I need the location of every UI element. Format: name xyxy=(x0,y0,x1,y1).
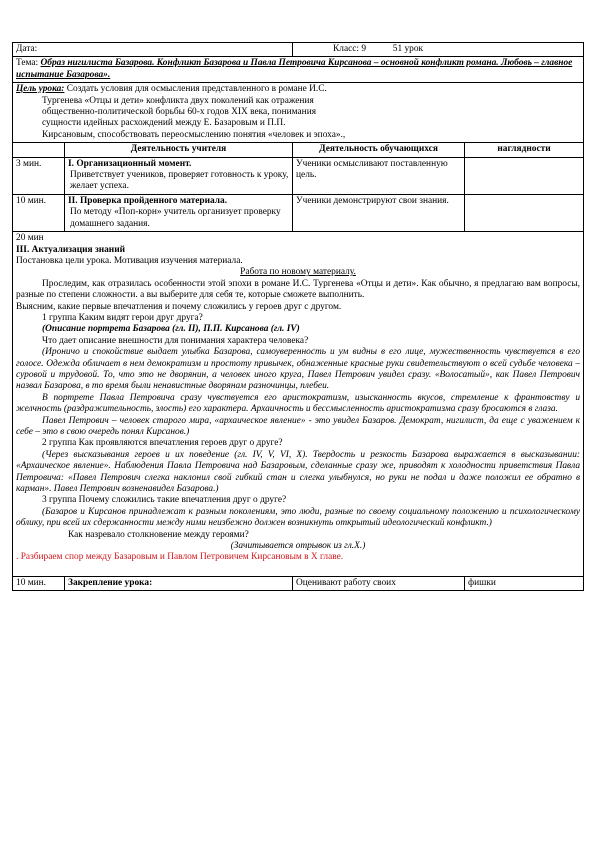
dispute-line: . Разбираем спор между Базаровым и Павлом Петровичем Кирсановым в Х главе. xyxy=(16,552,344,563)
reading-note: (Зачитывается отрывок из гл.Х.) xyxy=(230,541,366,552)
row-teacher: По методу «Поп-корн» учитель организует проверку домашнего задания. xyxy=(70,207,281,229)
row-time: 3 мин. xyxy=(13,157,65,194)
main-time: 20 мин xyxy=(16,233,44,244)
table-row xyxy=(13,576,584,590)
row-students: Оценивают работу своих xyxy=(293,576,465,590)
table-row xyxy=(13,194,584,231)
group-1-question: Каким видят герои друг друга? xyxy=(78,312,203,323)
clash-question: Как назревало столкновение между героями? xyxy=(68,529,249,540)
row-time: 10 мин. xyxy=(13,576,65,590)
goal-label: Цель урока: xyxy=(16,84,65,95)
paragraph-1: Проследим, как отразилась особенности этой эпохи в романе И.С. Тургенева «Отцы и дети». Как обычно, я предлагаю вам вопросы, разные по степени сложности. а вы выберите для себя те, которые сможете выполнить. xyxy=(16,278,581,301)
main-stage: III. Актуализация знаний xyxy=(16,244,126,255)
group-3-label: 3 группа xyxy=(42,495,77,506)
lesson-number: 51 урок xyxy=(392,44,424,54)
header-row xyxy=(13,43,584,57)
col-head-teacher: Деятельность учителя xyxy=(65,143,293,157)
group-1-label: 1 группа xyxy=(42,312,77,323)
goal-line-5: Кирсановым, способствовать переосмыслению понятия «человек и эпоха»., xyxy=(42,129,346,140)
lesson-plan xyxy=(12,42,583,591)
group-1-answer-3: Павел Петрович – человек старого мира, «архаическое явление» - это увидел Базаров. Демократ, нигилист, да еще с уважением к себе – это в свою очередь понял Кирсанов.) xyxy=(16,415,581,437)
table-row xyxy=(13,157,584,194)
lesson-table xyxy=(12,42,584,591)
row-teacher: Приветствует учеников, проверяет готовность к уроку, желает успеха. xyxy=(70,170,289,192)
col-head-visual: наглядности xyxy=(465,143,584,157)
main-row xyxy=(13,232,584,577)
group-2-answer: (Через высказывания героев и их поведение (гл. IV, V, VI, X). Твердость и резкость Базарова выражается в высказывании: «Архаическое явление». Наблюдения Павла Петровича над Базаровым, сделанные сразу же, приводят к холодности приветствия Павла Петровича: «Павел Петрович слегка наклонил свой гибкий стан и слегка улыбнулся, но руки не подал и даже положил ее обратно в карман». Павел Петрович возненавидел Базарова.) xyxy=(16,449,581,495)
group-1-task: (Описание портрета Базарова (гл. II), П.П. Кирсанова (гл. IV) xyxy=(42,324,300,335)
table-header-row xyxy=(13,143,584,157)
goal-line-4: сущности идейных расхождений между Е. Базаровым и П.П. xyxy=(42,118,286,129)
row-students: Ученики осмысливают поставленную цель. xyxy=(293,157,465,194)
goal-line-2: Тургенева «Отцы и дети» конфликта двух поколений как отражения xyxy=(42,95,314,106)
group-2-question: Как проявляются впечатления героев друг о друге? xyxy=(78,438,283,449)
class-label: Класс: 9 xyxy=(333,44,367,54)
row-stage: II. Проверка пройденного материала. xyxy=(68,195,228,206)
group-1-answer-2: В портрете Павла Петровича сразу чувствуется его аристократизм, изысканность вкусов, стремление к франтовству и желчность (раздражительность, злость) его характера. Архаичность и бессмысленность аристократизма сразу бросаются в глаза. xyxy=(16,392,581,415)
row-students: Ученики демонстрируют свои знания. xyxy=(293,194,465,231)
row-stage: I. Организационный момент. xyxy=(68,158,192,169)
col-head-students: Деятельность обучающихся xyxy=(293,143,465,157)
group-2-label: 2 группа xyxy=(42,438,77,449)
goal-line-1: Создать условия для осмысления представленного в романе И.С. xyxy=(66,84,327,95)
col-head-time xyxy=(13,143,65,157)
goal-line-3: общественно-политической борьбы 60-х годов XIX века, понимания xyxy=(42,107,317,118)
row-time: 10 мин. xyxy=(13,194,65,231)
group-3-answer: (Базаров и Кирсанов принадлежат к разным поколениям, это люди, разные по своему социальному положению и психологическому облику, при всей их сдержанности между ними неизбежно должен возникнуть открытый идеологический конфликт.) xyxy=(16,506,581,529)
new-material-heading: Работа по новому материалу. xyxy=(240,267,356,278)
group-3-question: Почему сложились такие впечатления друг о друге? xyxy=(78,495,287,506)
group-1-question-2: Что дает описание внешности для понимания характера человека? xyxy=(42,335,309,346)
topic-text: Образ нигилиста Базарова. Конфликт Базарова и Павла Петровича Кирсанова – основной конфликт романа. Любовь – главное испытание Базарова». xyxy=(16,58,573,80)
date-label: Дата: xyxy=(16,44,38,54)
paragraph-2: Выясним, какие первые впечатления и почему сложились у героев друг с другом. xyxy=(16,301,342,312)
topic-label: Тема: xyxy=(16,58,39,69)
group-1-answer-1: (Ироничо и спокойствие выдает улыбка Базарова, самоуверенность и ум видны в его лице, мужественность чувствуется в его голосе. Одежда обличает в нем демократизм и простоту привычек, обнаженные красные руки свидетельствуют о всей судьбе человека – суровой и трудовой. То, что это не дворянин, а человек иного круга, Павел Петрович увидел сразу. «Волосатый», как Павел Петрович назвал Базарова, в то время были ненавистные дворянам разночинцы, плебеи. xyxy=(16,347,581,392)
main-intro: Постановка цели урока. Мотивация изучения материала. xyxy=(16,255,243,266)
goal-row xyxy=(13,83,584,143)
row-stage: Закрепление урока: xyxy=(65,576,293,590)
row-visual: фишки xyxy=(465,576,584,590)
topic-row xyxy=(13,57,584,83)
